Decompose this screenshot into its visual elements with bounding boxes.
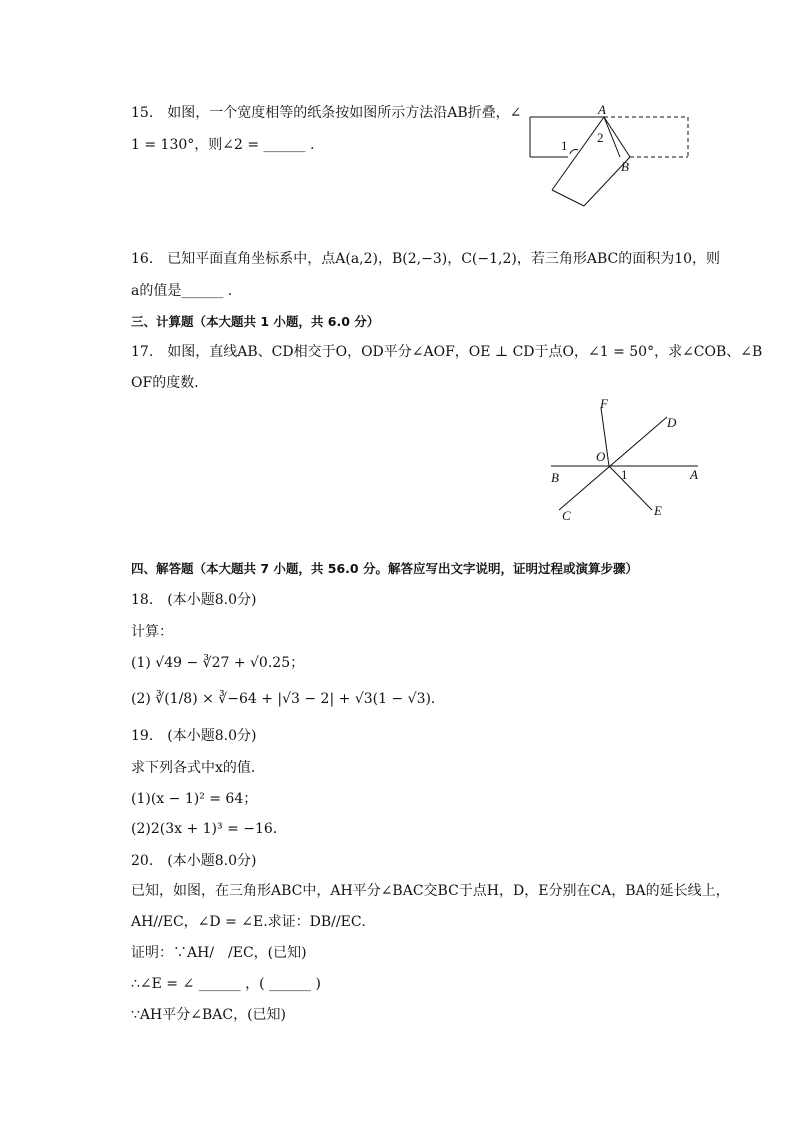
q17-label-F: F <box>600 396 608 411</box>
q19-part1: (1)(x − 1)² = 64； <box>131 791 258 807</box>
q18-instruction: 计算： <box>131 624 173 640</box>
q15-label-B: B <box>621 159 629 174</box>
q15-label-A: A <box>598 102 606 117</box>
q20-proof-3: ∵AH平分∠BAC，(已知) <box>131 1007 286 1023</box>
q17-label-A: A <box>690 467 698 482</box>
q16-line1: 16. 已知平面直角坐标系中，点A(a,2)，B(2,−3)，C(−1,2)，若三角形ABC的面积为10，则 <box>131 251 721 267</box>
q18-part1: (1) √49 − ∛27 + √0.25； <box>131 655 305 671</box>
q17-line2: OF的度数． <box>131 375 209 391</box>
q19-instruction: 求下列各式中x的值． <box>131 760 265 776</box>
q17-figure <box>551 408 698 510</box>
q19-header: 19. (本小题8.0分) <box>131 728 257 744</box>
q20-header: 20. (本小题8.0分) <box>131 853 257 869</box>
q17-line1: 17. 如图，直线AB、CD相交于O，OD平分∠AOF，OE ⊥ CD于点O，∠1 = 50°，求∠COB、∠B <box>131 344 763 360</box>
q17-label-D: D <box>667 415 677 430</box>
q17-label-B: B <box>551 470 559 485</box>
section-4-heading: 四、解答题（本大题共 7 小题，共 56.0 分。解答应写出文字说明，证明过程或演算步骤） <box>131 561 638 576</box>
q20-line1: 已知，如图，在三角形ABC中，AH平分∠BAC交BC于点H，D，E分别在CA，BA的延长线上， <box>131 883 730 899</box>
q17-label-1: 1 <box>621 467 628 482</box>
q15-label-1: 1 <box>561 138 568 153</box>
q15-label-2: 2 <box>597 130 604 145</box>
q20-line2: AH//EC，∠D = ∠E.求证：DB//EC． <box>131 914 376 930</box>
q19-part2: (2)2(3x + 1)³ = −16． <box>131 821 287 837</box>
q17-label-O: O <box>596 449 606 464</box>
q15-line2: 1 = 130°，则∠2 = ______ . <box>131 137 315 153</box>
q17-label-C: C <box>562 508 571 523</box>
q20-proof-2: ∴∠E = ∠ ______ ，( ______ ) <box>131 976 321 992</box>
section-3-heading: 三、计算题（本大题共 1 小题，共 6.0 分） <box>131 314 380 329</box>
q18-part2: (2) ∛(1/8) × ∛−64 + |√3 − 2| + √3(1 − √3)． <box>131 691 445 707</box>
q17-label-E: E <box>654 503 662 518</box>
q15-line1: 15. 如图，一个宽度相等的纸条按如图所示方法沿AB折叠，∠ <box>131 105 522 121</box>
q20-proof-1: 证明：∵AH/ /EC，(已知) <box>131 945 307 961</box>
q16-line2: a的值是______ . <box>131 283 233 299</box>
q18-header: 18. (本小题8.0分) <box>131 592 257 608</box>
